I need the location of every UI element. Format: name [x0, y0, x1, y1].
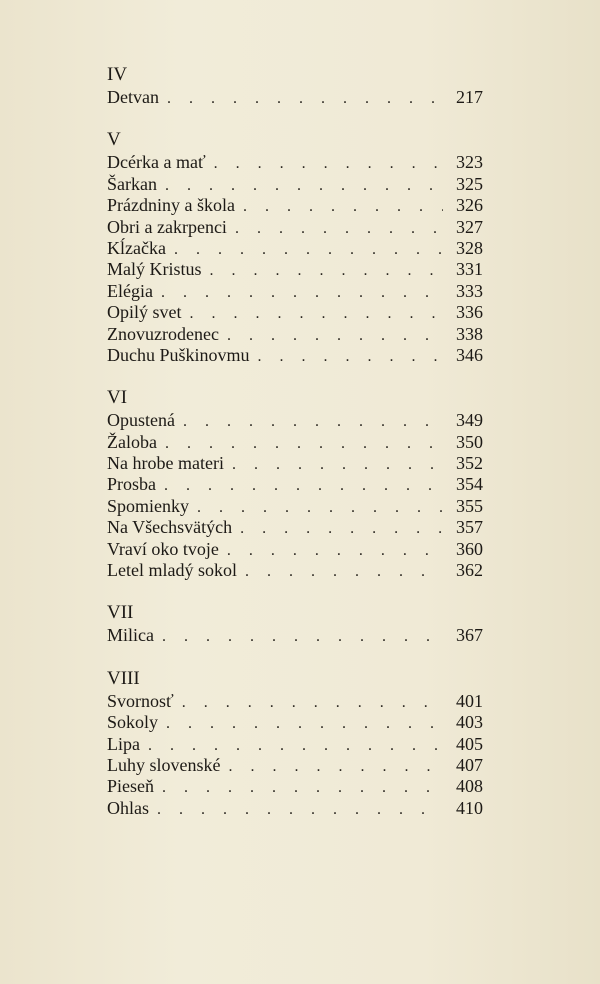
dot-leader [162, 626, 443, 647]
toc-entry [107, 691, 483, 712]
entry-title: Lipa [107, 733, 140, 754]
entry-title: Opustená [107, 410, 175, 431]
dot-leader [227, 325, 443, 346]
entry-title: Elégia [107, 280, 153, 301]
entry-page-number: 407 [456, 754, 483, 775]
toc-entry [107, 712, 483, 733]
entry-page-number: 403 [456, 712, 483, 733]
entry-title: Detvan [107, 87, 159, 107]
toc-entry [107, 410, 483, 431]
toc-entry [107, 734, 483, 755]
entry-page-number: 349 [456, 410, 483, 431]
toc-entry [107, 87, 483, 108]
dot-leader [245, 561, 443, 582]
dot-leader [197, 497, 443, 518]
entry-page-number: 362 [456, 560, 483, 581]
dot-leader [166, 713, 443, 734]
entry-page-number: 405 [456, 733, 483, 754]
toc-entry [107, 238, 483, 259]
entry-page-number: 338 [456, 323, 483, 344]
entry-page-number: 410 [456, 797, 483, 818]
section-heading: IV [107, 64, 128, 85]
entry-title: Svornosť [107, 690, 174, 711]
entry-page-number: 360 [456, 538, 483, 559]
entry-page-number: 352 [456, 453, 483, 474]
entry-title: Spomienky [107, 495, 190, 516]
toc-entry [107, 217, 483, 238]
entry-title: Kĺzačka [107, 237, 166, 258]
entry-page-number: 325 [456, 173, 483, 194]
toc-section [107, 602, 483, 646]
toc-entry [107, 798, 483, 819]
toc-entry [107, 625, 483, 646]
entry-page-number: 328 [456, 237, 483, 258]
toc-section [107, 387, 483, 581]
toc-entry [107, 324, 483, 345]
toc-entry [107, 345, 483, 366]
entry-title: Milica [107, 625, 154, 646]
dot-leader [258, 346, 443, 367]
section-heading: V [107, 129, 121, 151]
toc-entry [107, 174, 483, 195]
entry-title: Pieseň [107, 776, 154, 797]
entry-page-number: 217 [456, 87, 483, 107]
entry-page-number: 323 [456, 152, 483, 173]
dot-leader [190, 303, 444, 324]
entry-title: Malý Kristus [107, 259, 202, 280]
toc-entry [107, 152, 483, 173]
toc-entry [107, 195, 483, 216]
entry-page-number: 331 [456, 259, 483, 280]
toc-entry [107, 259, 483, 280]
entry-title: Letel mladý sokol [107, 560, 237, 581]
entry-page-number: 346 [456, 344, 483, 365]
toc-entry [107, 755, 483, 776]
dot-leader [165, 175, 443, 196]
dot-leader [243, 196, 443, 217]
dot-leader [235, 218, 443, 239]
toc-section [107, 64, 483, 108]
toc-entry [107, 302, 483, 323]
dot-leader [227, 540, 443, 561]
toc-entry [107, 474, 483, 495]
dot-leader [161, 282, 443, 303]
dot-leader [162, 777, 443, 798]
entry-page-number: 354 [456, 474, 483, 495]
entry-title: Na hrobe materi [107, 453, 224, 474]
section-heading: VIII [107, 667, 140, 689]
entry-page-number: 357 [456, 517, 483, 538]
entry-title: Ohlas [107, 797, 149, 818]
toc-entry [107, 776, 483, 797]
toc-section [107, 668, 483, 819]
entry-title: Obri a zakrpenci [107, 216, 227, 237]
entry-title: Luhy slovenské [107, 754, 221, 775]
dot-leader [214, 153, 443, 174]
entry-page-number: 350 [456, 431, 483, 452]
entry-page-number: 327 [456, 216, 483, 237]
entry-title: Dcérka a mať [107, 152, 206, 173]
toc-section [107, 129, 483, 366]
dot-leader [165, 433, 443, 454]
table-of-contents [107, 64, 483, 840]
entry-page-number: 408 [456, 776, 483, 797]
entry-title: Na Všechsvätých [107, 517, 233, 538]
entry-title: Sokoly [107, 712, 159, 733]
dot-leader [167, 88, 443, 109]
dot-leader [174, 239, 443, 260]
entry-title: Duchu Puškinovmu [107, 344, 250, 365]
toc-entry [107, 560, 483, 581]
toc-entry [107, 496, 483, 517]
dot-leader [232, 454, 443, 475]
dot-leader [182, 692, 443, 713]
toc-entry [107, 539, 483, 560]
entry-page-number: 326 [456, 195, 483, 216]
entry-title: Vraví oko tvoje [107, 538, 219, 559]
toc-entry [107, 432, 483, 453]
toc-entry [107, 281, 483, 302]
dot-leader [164, 475, 443, 496]
dot-leader [210, 260, 444, 281]
entry-title: Prázdniny a škola [107, 195, 235, 216]
entry-title: Prosba [107, 474, 156, 495]
entry-title: Znovuzrodenec [107, 323, 219, 344]
dot-leader [148, 735, 443, 756]
entry-page-number: 333 [456, 280, 483, 301]
toc-entry [107, 517, 483, 538]
entry-page-number: 401 [456, 690, 483, 711]
dot-leader [183, 411, 443, 432]
dot-leader [157, 799, 443, 820]
entry-title: Šarkan [107, 173, 157, 194]
dot-leader [228, 756, 443, 777]
entry-page-number: 336 [456, 302, 483, 323]
entry-title: Opilý svet [107, 302, 182, 323]
section-heading: VI [107, 387, 128, 409]
section-heading: VII [107, 602, 134, 624]
toc-entry [107, 453, 483, 474]
dot-leader [240, 518, 443, 539]
entry-page-number: 367 [456, 625, 483, 646]
entry-title: Žaloba [107, 431, 157, 452]
entry-page-number: 355 [456, 495, 483, 516]
